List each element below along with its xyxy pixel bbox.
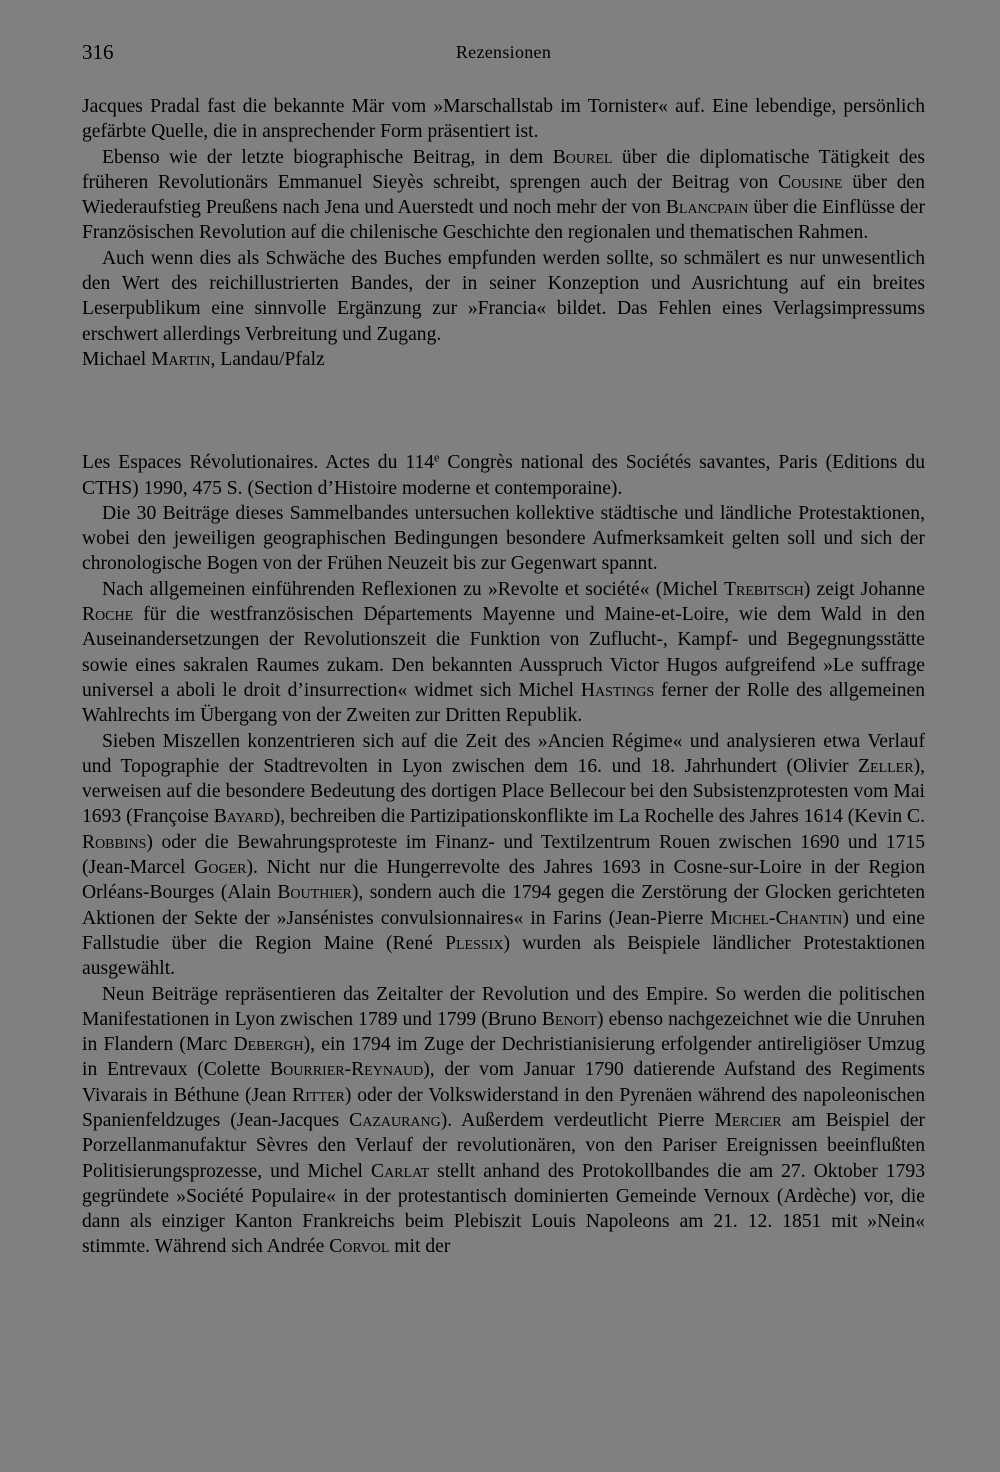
author-name: Trebitsch	[724, 578, 804, 600]
review2-paragraph-1: Die 30 Beiträge dieses Sammelbandes untersuchen kollektive städtische und ländliche Protestaktionen, wobei den jeweiligen geographischen Bedingungen besondere Aufmerksamkeit gelten soll und sich der chronologische Bogen von der Frühen Neuzeit bis zur Gegenwart spannt.	[82, 502, 925, 575]
author-name: Bourrier-Reynaud	[270, 1059, 424, 1081]
author-name: Cazaurang	[349, 1109, 441, 1131]
review2-citation: Les Espaces Révolutionaires. Actes du 114e Congrès national des Sociétés savantes, Paris (Editions du CTHS) 1990, 475 S. (Section d’Histoire moderne et contemporaine).	[82, 450, 925, 499]
review2-paragraph-4: Neun Beiträge repräsentieren das Zeitalter der Revolution und des Empire. So werden die politischen Manifestationen in Lyon zwischen 1789 und 1799 (Bruno Benoit) ebenso nachgezeichnet wie die Unruhen in Flandern (Marc Debergh), ein 1794 im Zuge der Dechristianisierung erfolgender antireligiöser Umzug in Entrevaux (Colette Bourrier-Reynaud), der vom Januar 1790 datierende Aufstand des Regiments Vivarais in Béthune (Jean Ritter) oder der Volkswiderstand in den Pyrenäen während des napoleonischen Spanienfeldzuges (Jean-Jacques Cazaurang). Außerdem verdeutlicht Pierre Mercier am Beispiel der Porzellanmanufaktur Sèvres den Verlauf der revolutionären, von den Pariser Ereignissen beeinflußten Politisierungsprozesse, und Michel Carlat stellt anhand des Protokollbandes die am 27. Oktober 1793 gegründete »Société Populaire« in der protestantisch dominierten Gemeinde Vernoux (Ardèche) vor, die dann als einziger Kanton Frankreichs beim Plebiszit Louis Napoleons am 21. 12. 1851 mit »Nein« stimmte. Während sich Andrée Corvol mit der	[82, 983, 926, 1258]
review1-paragraph-2: Ebenso wie der letzte biographische Beitrag, in dem Bourel über die diplomatische Tätigkeit des früheren Revolutionärs Emmanuel Sieyès schreibt, sprengen auch der Beitrag von Cousine über den Wiederaufstieg Preußens nach Jena und Auerstedt und noch mehr der von Blancpain über die Einflüsse der Französischen Revolution auf die chilenische Geschichte den regionalen und thematischen Rahmen.	[82, 146, 925, 244]
review2-paragraph-3: Sieben Miszellen konzentrieren sich auf die Zeit des »Ancien Régime« und analysieren etwa Verlauf und Topographie der Stadtrevolten in Lyon zwischen dem 16. und 18. Jahrhundert (Olivier Zeller), verweisen auf die besondere Bedeutung des dortigen Place Bellecour bei den Subsistenzprotesten vom Mai 1693 (Françoise Bayard), bechreiben die Partizipationskonflikte im La Rochelle des Jahres 1614 (Kevin C. Robbins) oder die Bewahrungsproteste im Finanz- und Textilzentrum Rouen zwischen 1690 und 1715 (Jean-Marcel Goger). Nicht nur die Hungerrevolte des Jahres 1693 in Cosne-sur-Loire in der Region Orléans-Bourges (Alain Bouthier), sondern auch die 1794 gegen die Zerstörung der Glocken gerichteten Aktionen der Sekte der »Jansénistes convulsionnaires« in Farins (Jean-Pierre Michel-Chantin) und eine Fallstudie über die Region Maine (René Plessix) wurden als Beispiele ländlicher Protestaktionen ausgewählt.	[82, 730, 926, 980]
section-gap	[82, 372, 925, 450]
author-name: Michel-Chantin	[710, 907, 843, 929]
author-name: Robbins	[82, 831, 147, 853]
review1-paragraph-3: Auch wenn dies als Schwäche des Buches empfunden werden sollte, so schmälert es nur unwesentlich den Wert des reichillustrierten Bandes, der in seiner Konzeption und Ausrichtung auf ein breites Leserpublikum eine sinnvolle Ergänzung zur »Francia« bildet. Das Fehlen eines Verlagsimpressums erschwert allerdings Verbreitung und Zugang.	[82, 247, 925, 345]
author-name: Mercier	[714, 1109, 782, 1131]
page-body	[82, 94, 925, 1260]
author-name: Bouthier	[277, 882, 352, 904]
author-name: Bayard	[213, 806, 274, 828]
author-name: Benoit	[541, 1008, 597, 1030]
author-name: Debergh	[233, 1034, 304, 1056]
author-name: Roche	[82, 604, 134, 626]
reviewer-signature: Michael Martin, Landau/Pfalz	[82, 348, 325, 370]
author-name: Ritter	[292, 1084, 345, 1106]
page-number: 316	[82, 40, 114, 64]
author-name: Carlat	[371, 1160, 430, 1182]
author-name: Hastings	[580, 679, 655, 701]
running-head: Rezensionen	[455, 42, 552, 62]
author-name: Goger	[194, 857, 247, 879]
review1-paragraph-1: Jacques Pradal fast die bekannte Mär vom »Marschallstab im Tornister« auf. Eine lebendige, persönlich gefärbte Quelle, die in ansprechender Form präsentiert ist.	[82, 96, 925, 143]
author-name: Zeller	[858, 755, 914, 777]
author-name: Plessix	[445, 932, 504, 954]
reviewer-name: Martin	[151, 348, 211, 370]
author-name: Bourel	[552, 146, 613, 168]
review2-paragraph-2: Nach allgemeinen einführenden Reflexionen zu »Revolte et société« (Michel Trebitsch) zeigt Johanne Roche für die westfranzösischen Départements Mayenne und Maine-et-Loire, wie dem Wald in den Auseinandersetzungen der Revolutionszeit die Funktion von Zuflucht-, Kampf- und Begegnungsstätte sowie eines sakralen Raumes zukam. Den bekannten Ausspruch Victor Hugos aufgreifend »Le suffrage universel a aboli le droit d’insurrection« widmet sich Michel Hastings ferner der Rolle des allgemeinen Wahlrechts im Übergang von der Zweiten zur Dritten Republik.	[82, 578, 925, 727]
page-header	[82, 40, 925, 70]
author-name: Blancpain	[665, 197, 749, 219]
author-name: Corvol	[329, 1236, 390, 1258]
author-name: Cousine	[778, 171, 843, 193]
